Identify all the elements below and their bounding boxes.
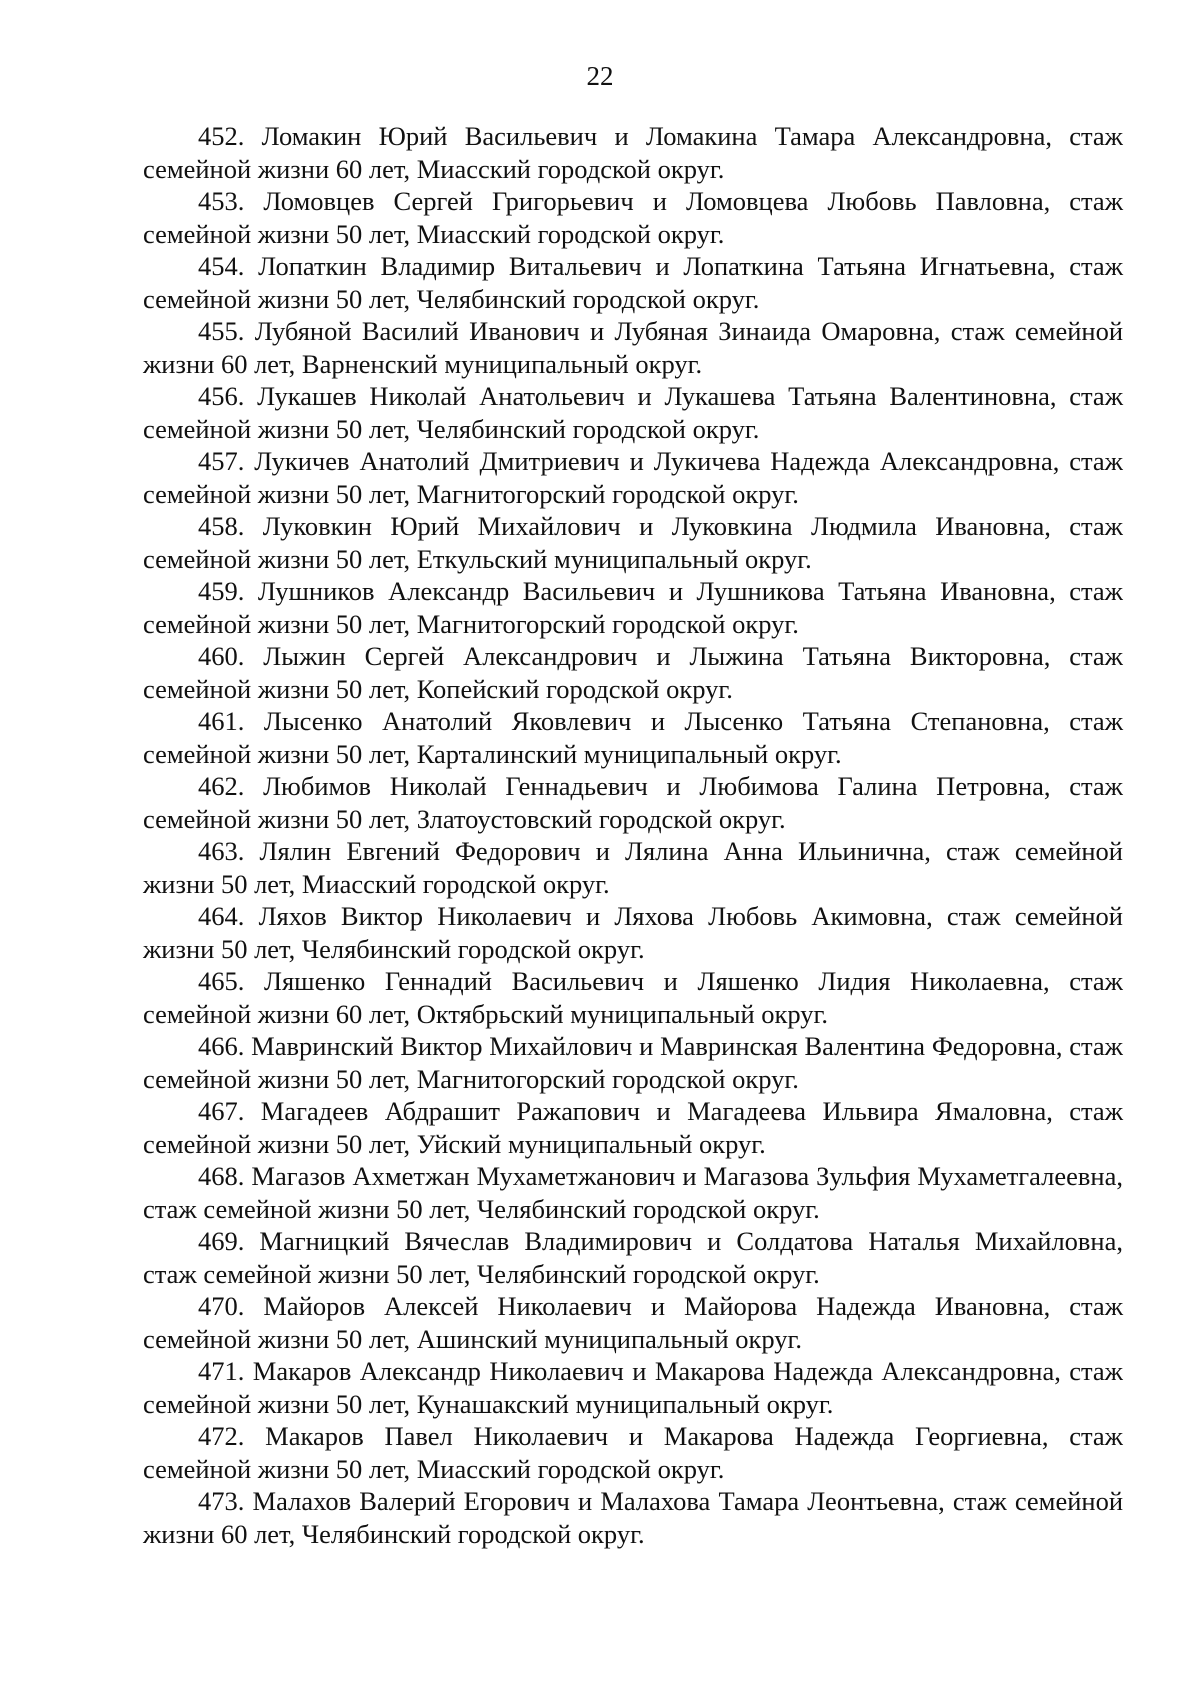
- list-item: 461. Лысенко Анатолий Яковлевич и Лысенко Татьяна Степановна, стаж семейной жизни 50 лет, Карталинский муниципальный округ.: [143, 706, 1123, 769]
- list-item: 465. Ляшенко Геннадий Васильевич и Ляшенко Лидия Николаевна, стаж семейной жизни 60 лет, Октябрьский муниципальный округ.: [143, 966, 1123, 1029]
- list-item: 473. Малахов Валерий Егорович и Малахова Тамара Леонтьевна, стаж семейной жизни 60 лет, Челябинский городской округ.: [143, 1486, 1123, 1549]
- list-item: 468. Магазов Ахметжан Мухаметжанович и Магазова Зульфия Мухаметгалеевна, стаж семейной жизни 50 лет, Челябинский городской округ.: [143, 1161, 1123, 1224]
- list-item: 463. Лялин Евгений Федорович и Лялина Анна Ильинична, стаж семейной жизни 50 лет, Миасский городской округ.: [143, 836, 1123, 899]
- list-item: 460. Лыжин Сергей Александрович и Лыжина Татьяна Викторовна, стаж семейной жизни 50 лет, Копейский городской округ.: [143, 641, 1123, 704]
- page-number: 22: [586, 61, 614, 91]
- list-item: 467. Магадеев Абдрашит Ражапович и Магадеева Ильвира Ямаловна, стаж семейной жизни 50 лет, Уйский муниципальный округ.: [143, 1096, 1123, 1159]
- list-item: 464. Ляхов Виктор Николаевич и Ляхова Любовь Акимовна, стаж семейной жизни 50 лет, Челябинский городской округ.: [143, 901, 1123, 964]
- list-item: 466. Мавринский Виктор Михайлович и Мавринская Валентина Федоровна, стаж семейной жизни 50 лет, Магнитогорский городской округ.: [143, 1031, 1123, 1094]
- list-item: 462. Любимов Николай Геннадьевич и Любимова Галина Петровна, стаж семейной жизни 50 лет, Златоустовский городской округ.: [143, 771, 1123, 834]
- list-item: 469. Магницкий Вячеслав Владимирович и Солдатова Наталья Михайловна, стаж семейной жизни 50 лет, Челябинский городской округ.: [143, 1226, 1123, 1289]
- list-item: 453. Ломовцев Сергей Григорьевич и Ломовцева Любовь Павловна, стаж семейной жизни 50 лет, Миасский городской округ.: [143, 186, 1123, 249]
- entry-list: [143, 120, 1123, 1550]
- list-item: 459. Лушников Александр Васильевич и Лушникова Татьяна Ивановна, стаж семейной жизни 50 лет, Магнитогорский городской округ.: [143, 576, 1123, 639]
- list-item: 452. Ломакин Юрий Васильевич и Ломакина Тамара Александровна, стаж семейной жизни 60 лет, Миасский городской округ.: [143, 121, 1123, 184]
- list-item: 471. Макаров Александр Николаевич и Макарова Надежда Александровна, стаж семейной жизни 50 лет, Кунашакский муниципальный округ.: [143, 1356, 1123, 1419]
- list-item: 458. Луковкин Юрий Михайлович и Луковкина Людмила Ивановна, стаж семейной жизни 50 лет, Еткульский муниципальный округ.: [143, 511, 1123, 574]
- list-item: 456. Лукашев Николай Анатольевич и Лукашева Татьяна Валентиновна, стаж семейной жизни 50 лет, Челябинский городской округ.: [143, 381, 1123, 444]
- list-item: 470. Майоров Алексей Николаевич и Майорова Надежда Ивановна, стаж семейной жизни 50 лет, Ашинский муниципальный округ.: [143, 1291, 1123, 1354]
- list-item: 455. Лубяной Василий Иванович и Лубяная Зинаида Омаровна, стаж семейной жизни 60 лет, Варненский муниципальный округ.: [143, 316, 1123, 379]
- list-item: 472. Макаров Павел Николаевич и Макарова Надежда Георгиевна, стаж семейной жизни 50 лет, Миасский городской округ.: [143, 1421, 1123, 1484]
- list-item: 457. Лукичев Анатолий Дмитриевич и Лукичева Надежда Александровна, стаж семейной жизни 50 лет, Магнитогорский городской округ.: [143, 446, 1123, 509]
- list-item: 454. Лопаткин Владимир Витальевич и Лопаткина Татьяна Игнатьевна, стаж семейной жизни 50 лет, Челябинский городской округ.: [143, 251, 1123, 314]
